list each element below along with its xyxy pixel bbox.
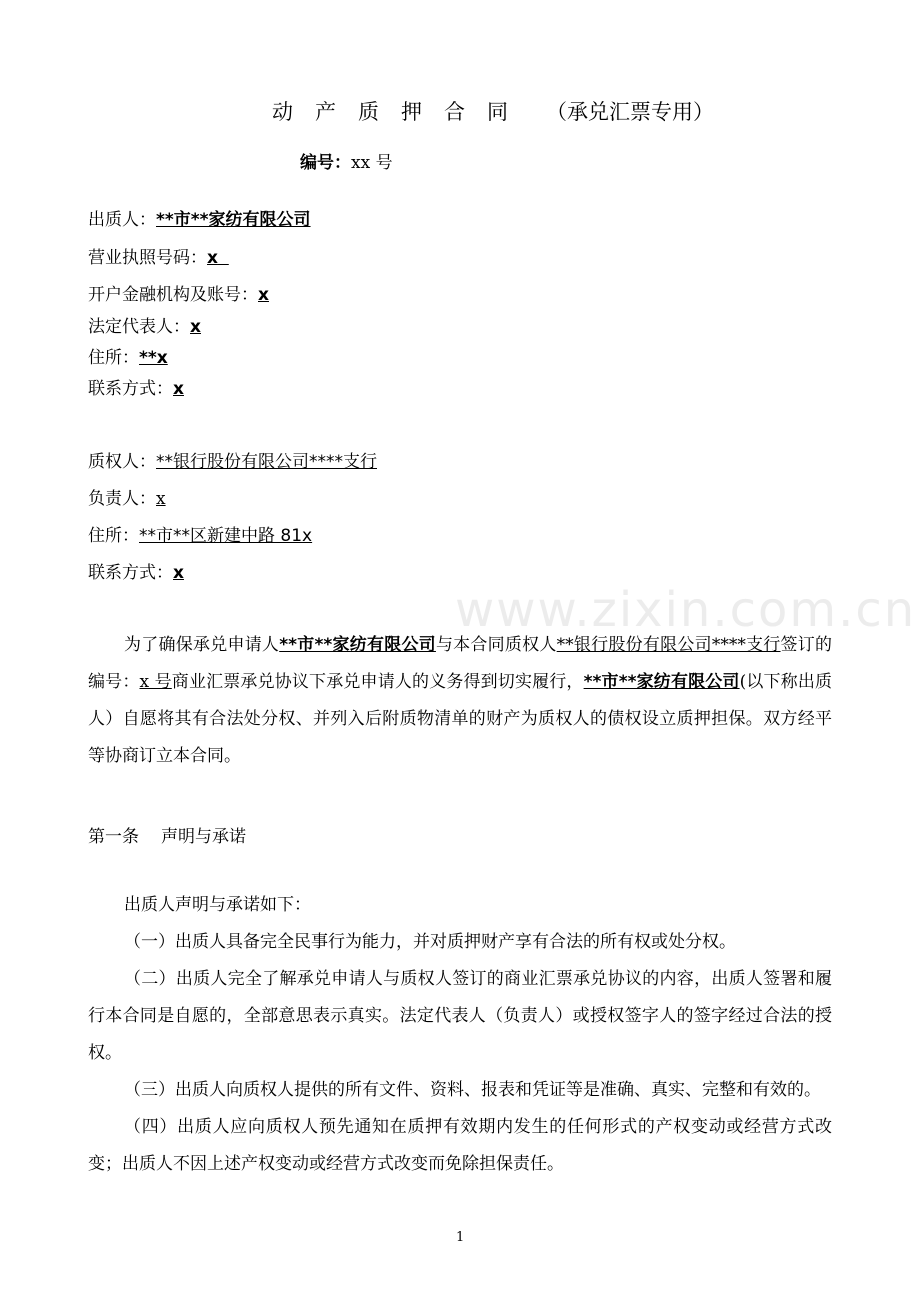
title-main: 动产质押合同 — [272, 100, 530, 124]
pledgor-address-line — [88, 343, 168, 368]
intro-text-1: 为了确保承兑申请人 — [124, 635, 280, 655]
pledgee-contact: x — [173, 563, 184, 583]
page-number: 1 — [456, 1230, 465, 1245]
contract-number-value: xx 号 — [351, 153, 393, 173]
pledgor-address-label: 住所： — [88, 348, 139, 368]
pledgor-license-label: 营业执照号码： — [88, 248, 207, 268]
intro-agreement-no: x 号 — [139, 672, 172, 692]
article-1-heading — [88, 822, 246, 847]
article-1-item: （四）出质人应向质权人预先通知在质押有效期内发生的任何形式的产权变动或经营方式改变；出质人不因上述产权变动或经营方式改变而免除担保责任。 — [88, 1117, 832, 1174]
pledgor-contact-line — [88, 374, 184, 399]
pledgee-contact-line — [88, 558, 184, 583]
pledgor-rep: x — [190, 317, 201, 337]
article-1-item: （二）出质人完全了解承兑申请人与质权人签订的商业汇票承兑协议的内容，出质人签署和履行本合同是自愿的，全部意思表示真实。法定代表人（负责人）或授权签字人的签字经过合法的授权。 — [88, 969, 832, 1063]
pledgor-rep-line — [88, 312, 201, 337]
pledgee-address-label: 住所： — [88, 526, 139, 546]
pledgee-head-line — [88, 484, 166, 509]
pledgor-license-line — [88, 243, 229, 268]
intro-bank: **银行股份有限公司****支行 — [556, 635, 781, 655]
pledgor-name-line — [88, 205, 311, 230]
pledgee-contact-label: 联系方式： — [88, 563, 173, 583]
document-title — [272, 96, 714, 126]
pledgor-license: x — [207, 248, 218, 268]
intro-text-5: (以下称出质人）自愿将其有合法处分权、并列入后附质物清单的财产为质权人的债权设立质押担保。双方经平等协商订立本合同。 — [88, 672, 833, 766]
pledgee-name-label: 质权人： — [88, 452, 156, 472]
article-1-number: 第一条 — [88, 827, 139, 847]
pledgor-address: **x — [139, 348, 168, 368]
contract-number-label: 编号： — [300, 153, 351, 173]
pledgor-bank-line — [88, 280, 269, 305]
intro-text-2: 与本合同质权人 — [435, 635, 557, 655]
pledgor-name-label: 出质人： — [88, 210, 156, 230]
intro-text-4: 商业汇票承兑协议下承兑申请人的义务得到切实履行， — [171, 672, 584, 692]
article-1-title: 声明与承诺 — [161, 827, 246, 847]
pledgee-address: **市**区新建中路 81x — [139, 526, 313, 546]
intro-pledgor: **市**家纺有限公司 — [583, 672, 740, 692]
pledgee-name: **银行股份有限公司****支行 — [156, 452, 377, 472]
pledgor-bank: x — [258, 285, 269, 305]
pledgor-bank-label: 开户金融机构及账号： — [88, 285, 258, 305]
article-1-item: （三）出质人向质权人提供的所有文件、资料、报表和凭证等是准确、真实、完整和有效的。 — [124, 1080, 821, 1100]
intro-text-3: 签订的编号： — [88, 635, 833, 692]
pledgor-contact: x — [173, 379, 184, 399]
contract-number — [300, 148, 393, 173]
intro-paragraph — [88, 627, 832, 775]
article-1-item: （一）出质人具备完全民事行为能力，并对质押财产享有合法的所有权或处分权。 — [124, 932, 736, 952]
title-subtitle: （承兑汇票专用） — [546, 100, 714, 124]
article-1-body — [88, 887, 832, 1183]
watermark: www.zixin.com.cn — [455, 582, 917, 638]
pledgee-address-line — [88, 521, 312, 546]
pledgor-rep-label: 法定代表人： — [88, 317, 190, 337]
article-1-lead: 出质人声明与承诺如下： — [124, 895, 311, 915]
pledgee-head: x — [156, 489, 166, 509]
intro-applicant: **市**家纺有限公司 — [279, 635, 436, 655]
pledgor-contact-label: 联系方式： — [88, 379, 173, 399]
pledgee-head-label: 负责人： — [88, 489, 156, 509]
pledgor-name: **市**家纺有限公司 — [156, 210, 311, 230]
pledgee-name-line — [88, 447, 377, 472]
